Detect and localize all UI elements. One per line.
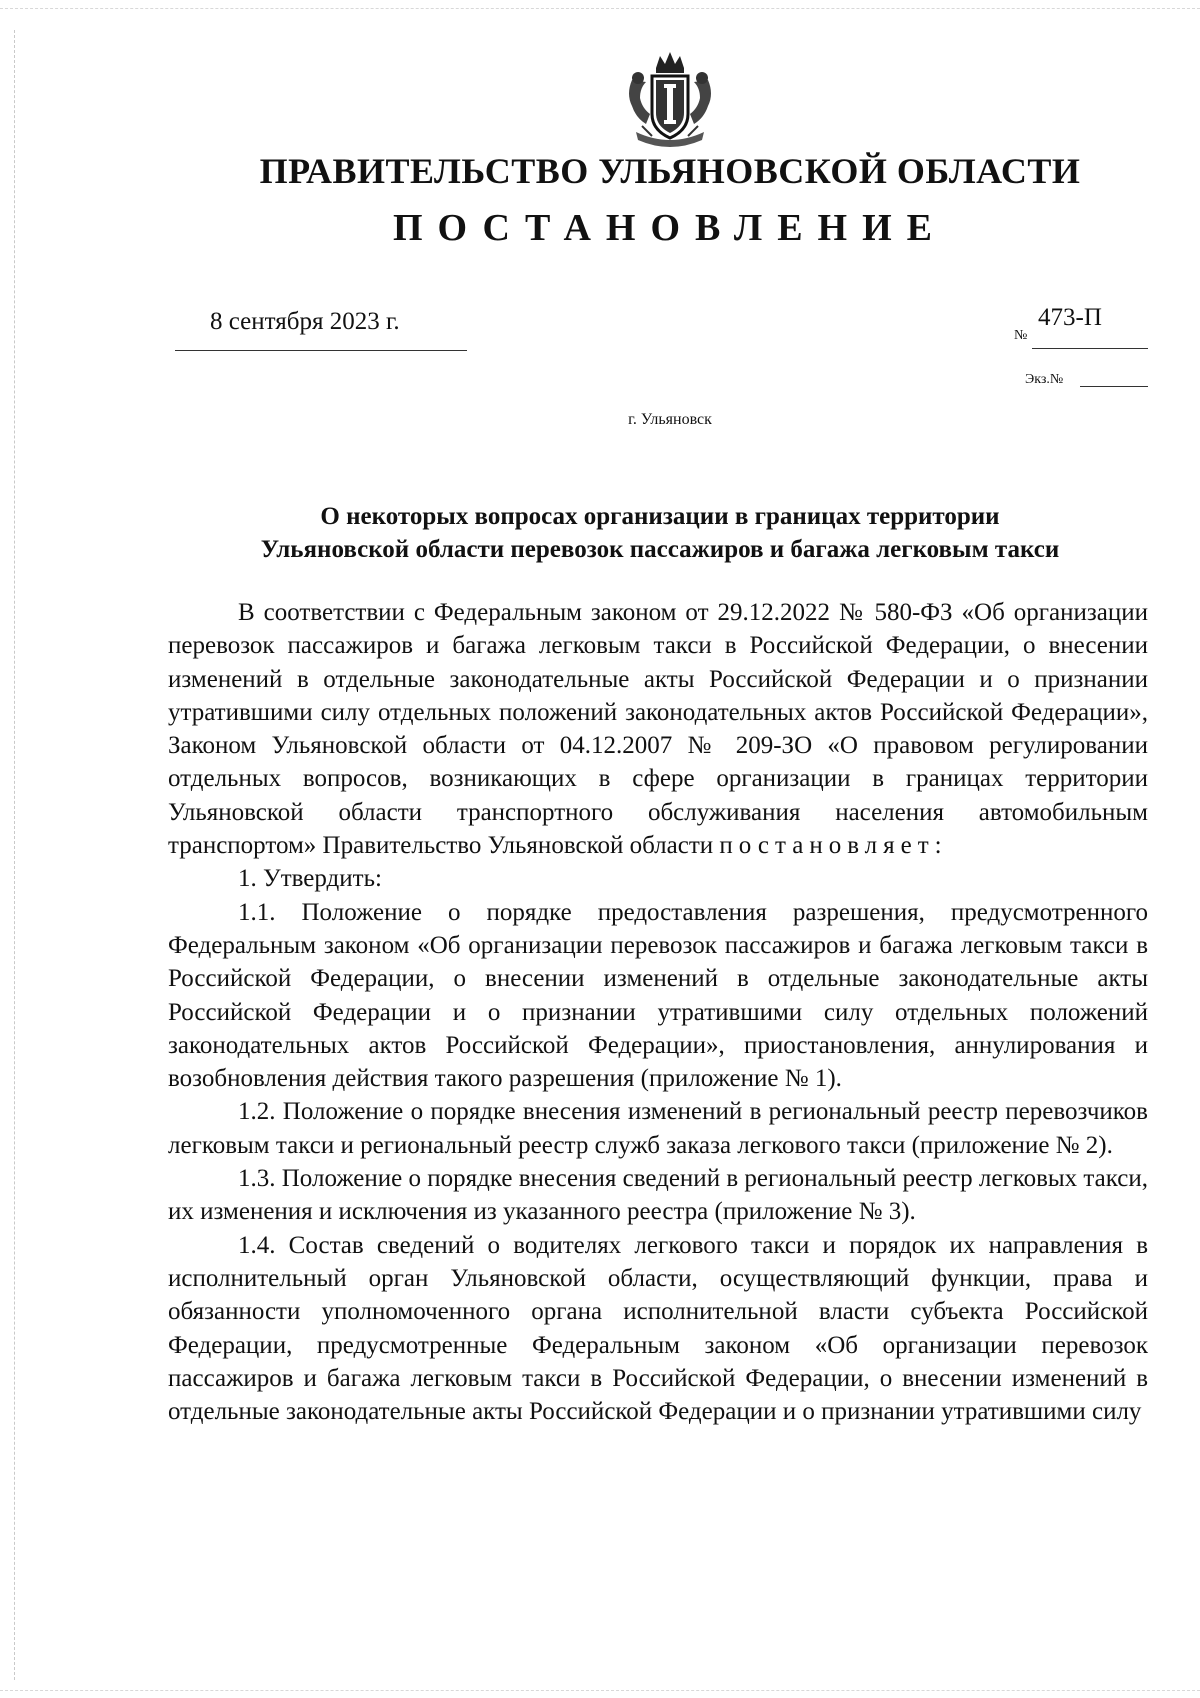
document-type-title: ПОСТАНОВЛЕНИЕ bbox=[392, 207, 948, 249]
subject-line-2: Ульяновской области перевозок пассажиров и багажа легковым такси bbox=[260, 536, 1060, 563]
item-1-3: 1.3. Положение о порядке внесения сведений в региональный реестр легковых такси, их изменения и исключения из указанного реестра (приложение № 3). bbox=[168, 1165, 1148, 1226]
item-1: 1. Утвердить: bbox=[238, 865, 382, 893]
number-sign: № bbox=[1014, 328, 1028, 343]
copy-number-underline bbox=[1080, 386, 1148, 387]
organization-title: ПРАВИТЕЛЬСТВО УЛЬЯНОВСКОЙ ОБЛАСТИ bbox=[259, 151, 1081, 191]
city-name: г. Ульяновск bbox=[628, 411, 712, 428]
item-1-1: 1.1. Положение о порядке предоставления разрешения, предусмотренного Федеральным законом «Об организации перевозок пассажиров и багажа легковым такси в Российской Федерации, о внесении изменений в отдельные законодательные акты Российской Федерации и о признании утратившими силу отдельных положений законодательных актов Российской Федерации», приостановления, аннулирования и возобновления действия такого разрешения (приложение № 1). bbox=[168, 898, 1148, 1093]
scan-edge-bottom bbox=[0, 1690, 1200, 1691]
document-number: 473-П bbox=[1038, 304, 1102, 331]
subject-line-1: О некоторых вопросах организации в границах территории bbox=[320, 503, 1000, 530]
number-underline bbox=[1032, 348, 1148, 349]
coat-of-arms-emblem bbox=[622, 50, 718, 150]
date-underline bbox=[175, 350, 467, 351]
preamble-paragraph bbox=[168, 596, 1148, 862]
document-date: 8 сентября 2023 г. bbox=[210, 308, 400, 335]
item-1-2: 1.2. Положение о порядке внесения изменений в региональный реестр перевозчиков легковым такси и региональный реестр служб заказа легкового такси (приложение № 2). bbox=[168, 1098, 1148, 1159]
document-subject bbox=[170, 500, 1150, 566]
scan-edge-top bbox=[0, 8, 1200, 9]
preamble-text: В соответствии с Федеральным законом от 29.12.2022 № 580-ФЗ «Об организации перевозок пассажиров и багажа легковым такси в Российской Федерации, о внесении изменений в отдельные законодательные акты Российской Федерации и о признании утратившими силу отдельных положений законодательных актов Российской Федерации», Законом Ульяновской области от 04.12.2007 № 209-ЗО «О правовом регулировании отдельных вопросов, возникающих в сфере организации в границах территории Ульяновской области транспортного обслуживания населения автомобильным транспортом» Правительство Ульяновской области bbox=[168, 599, 1148, 860]
item-1-4: 1.4. Состав сведений о водителях легкового такси и порядок их направления в исполнительный орган Ульяновской области, осуществляющий функции, права и обязанности уполномоченного органа исполнительной власти субъекта Российской Федерации, предусмотренные Федеральным законом «Об организации перевозок пассажиров и багажа легковым такси в Российской Федерации, о внесении изменений в отдельные законодательные акты Российской Федерации и о признании утратившими силу bbox=[168, 1231, 1148, 1426]
document-body bbox=[168, 596, 1148, 1428]
resolves-word: постановляет: bbox=[719, 832, 948, 860]
scan-edge-left bbox=[14, 30, 15, 1680]
copy-number-label: Экз.№ bbox=[1025, 372, 1064, 387]
